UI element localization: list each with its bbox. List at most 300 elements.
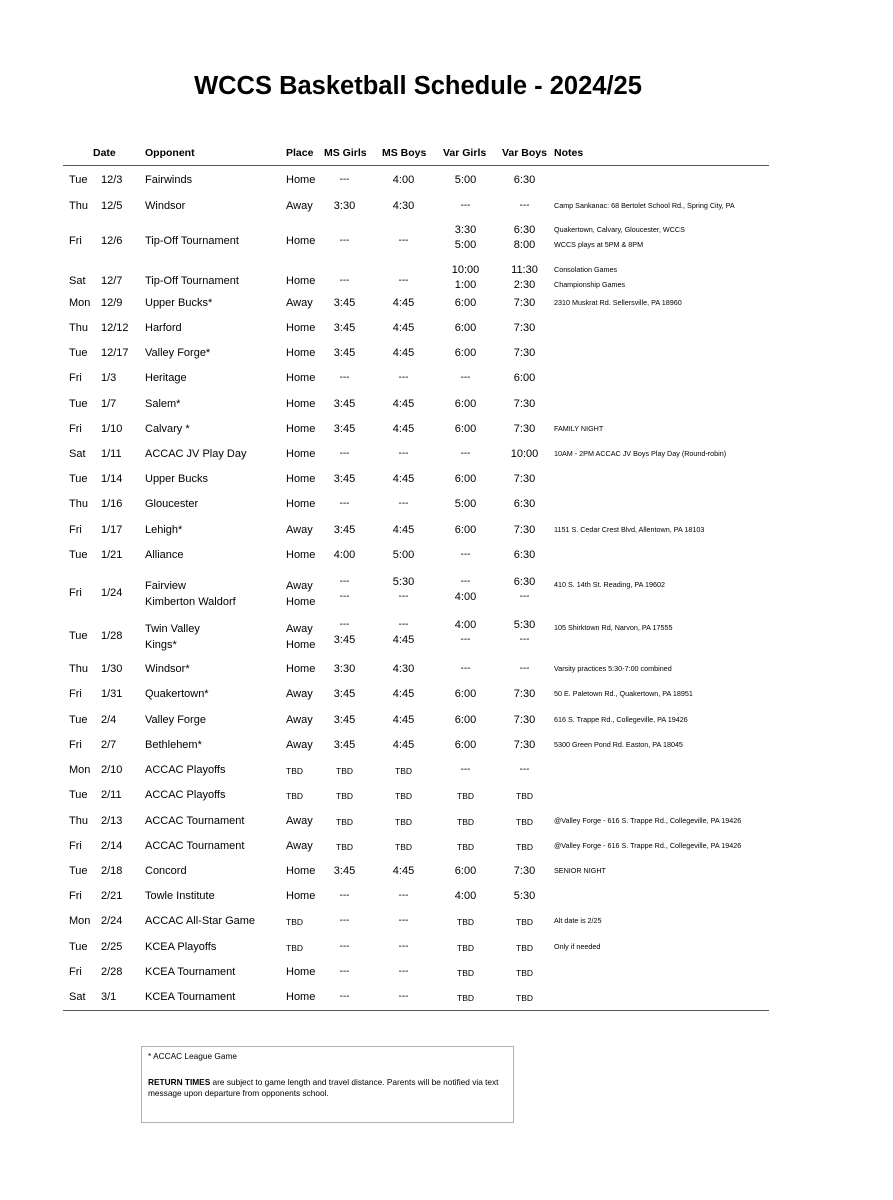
row-ms-girls-cell: [339, 890, 350, 901]
row-day: Tue: [69, 865, 88, 877]
row-ms-boys-cell: [392, 524, 415, 536]
row-ms-boys: ---: [398, 941, 409, 952]
row-notes: Only if needed: [554, 942, 601, 951]
row-var-girls: 6:00: [454, 524, 477, 536]
row-ms-girls: 4:00: [333, 549, 356, 561]
row-var-boys-cell: [516, 791, 533, 801]
header-date: Date: [93, 147, 116, 159]
row-ms-boys: 4:45: [392, 634, 415, 646]
row-var-boys-cell: [513, 549, 536, 561]
row-var-boys: TBD: [516, 842, 533, 852]
row-var-girls: 10:00: [451, 264, 480, 276]
row-var-girls-cell: [457, 842, 474, 852]
row-notes: @Valley Forge - 616 S. Trappe Rd., Collegeville, PA 19426: [554, 841, 742, 850]
row-ms-girls-cell: [336, 842, 353, 852]
row-ms-boys-cell: [398, 966, 409, 977]
row-var-girls-cell: [454, 347, 477, 359]
row-ms-girls-cell: [339, 372, 350, 383]
row-var-boys-cell: [513, 890, 536, 902]
row-var-boys-cell: [516, 943, 533, 953]
row-notes: Camp Sankanac: 68 Bertolet School Rd., Spring City, PA: [554, 201, 735, 210]
row-notes: Consolation Games: [554, 265, 618, 274]
row-ms-boys-cell: [392, 714, 415, 726]
row-opponent: ACCAC All-Star Game: [145, 915, 256, 927]
row-ms-boys: ---: [398, 966, 409, 977]
row-ms-boys: ---: [398, 275, 409, 286]
row-date: 1/10: [101, 423, 123, 435]
row-var-girls-cell: [454, 297, 477, 309]
row-date: 1/21: [101, 549, 123, 561]
row-day: Fri: [69, 587, 82, 599]
row-ms-boys: 4:45: [392, 688, 415, 700]
row-opponent: Fairwinds: [145, 174, 193, 186]
row-opponent: Lehigh*: [145, 524, 183, 536]
row-ms-boys-cell: [392, 297, 415, 309]
row-var-boys: 7:30: [513, 473, 536, 485]
row-place: Home: [286, 174, 316, 186]
row-ms-boys: ---: [398, 890, 409, 901]
row-var-girls-cell: [454, 322, 477, 334]
row-opponent: Quakertown*: [145, 688, 209, 700]
row-date: 1/7: [101, 398, 117, 410]
row-ms-girls: ---: [339, 991, 350, 1002]
row-date: 2/18: [101, 865, 123, 877]
row-var-boys-cell: [519, 634, 530, 645]
row-ms-boys: 4:30: [392, 200, 415, 212]
row-ms-girls-cell: [339, 498, 350, 509]
row-notes: Varsity practices 5:30-7:00 combined: [554, 664, 672, 673]
row-var-boys-cell: [513, 688, 536, 700]
row-date: 1/16: [101, 498, 123, 510]
row-var-boys-cell: [513, 619, 536, 631]
row-var-girls-cell: [457, 943, 474, 953]
row-ms-girls: TBD: [336, 766, 353, 776]
row-ms-boys-cell: [398, 372, 409, 383]
row-var-boys: 7:30: [513, 714, 536, 726]
row-ms-boys-cell: [398, 275, 409, 286]
row-opponent: ACCAC Tournament: [145, 815, 245, 827]
row-var-boys: 7:30: [513, 297, 536, 309]
row-var-boys-cell: [513, 576, 536, 588]
row-var-girls: TBD: [457, 993, 474, 1003]
row-var-girls-cell: [454, 688, 477, 700]
row-ms-girls: ---: [339, 941, 350, 952]
row-ms-boys-cell: [392, 634, 415, 646]
row-var-boys-cell: [513, 714, 536, 726]
row-var-girls-cell: [457, 993, 474, 1003]
row-date: 12/7: [101, 275, 123, 287]
row-date: 12/5: [101, 200, 123, 212]
row-day: Fri: [69, 890, 82, 902]
row-day: Tue: [69, 549, 88, 561]
row-var-girls: 4:00: [454, 619, 477, 631]
header-notes: Notes: [554, 147, 584, 159]
row-var-girls-cell: [457, 817, 474, 827]
row-day: Fri: [69, 739, 82, 751]
row-ms-boys-cell: [395, 842, 412, 852]
row-day: Thu: [69, 322, 88, 334]
row-day: Fri: [69, 372, 82, 384]
row-var-boys: 6:00: [513, 372, 536, 384]
row-var-boys-cell: [513, 498, 536, 510]
row-ms-girls: TBD: [336, 791, 353, 801]
row-ms-boys-cell: [392, 322, 415, 334]
row-day: Tue: [69, 473, 88, 485]
row-ms-girls: 3:45: [333, 398, 356, 410]
row-opponent: KCEA Tournament: [145, 991, 236, 1003]
row-ms-girls-cell: [333, 688, 356, 700]
footnote-box: [141, 1046, 514, 1123]
row-var-girls: 6:00: [454, 297, 477, 309]
row-place: Away: [286, 815, 313, 827]
row-day: Fri: [69, 423, 82, 435]
row-day: Thu: [69, 200, 88, 212]
row-var-girls: ---: [460, 448, 471, 459]
row-place: Home: [286, 275, 316, 287]
row-var-girls: 6:00: [454, 714, 477, 726]
row-var-boys: ---: [519, 663, 530, 674]
row-date: 2/28: [101, 966, 123, 978]
row-var-boys-cell: [513, 865, 536, 877]
row-ms-girls-cell: [333, 398, 356, 410]
row-notes: 1151 S. Cedar Crest Blvd, Allentown, PA 18103: [554, 525, 705, 534]
row-ms-girls: 3:30: [333, 200, 356, 212]
row-var-girls: ---: [460, 663, 471, 674]
row-place: Away: [286, 739, 313, 751]
row-var-boys-cell: [516, 993, 533, 1003]
row-var-boys-cell: [510, 448, 539, 460]
row-place: Home: [286, 663, 316, 675]
row-day: Mon: [69, 764, 91, 776]
row-var-girls-cell: [457, 791, 474, 801]
row-var-girls-cell: [460, 448, 471, 459]
row-ms-girls-cell: [333, 663, 356, 675]
row-day: Fri: [69, 688, 82, 700]
row-var-girls: TBD: [457, 917, 474, 927]
row-var-boys: 11:30: [511, 264, 538, 276]
row-place: Home: [286, 596, 316, 608]
row-opponent: Twin Valley: [145, 623, 200, 635]
row-notes: FAMILY NIGHT: [554, 424, 604, 433]
row-opponent: Concord: [145, 865, 187, 877]
row-ms-boys: 4:45: [392, 297, 415, 309]
row-date: 3/1: [101, 991, 117, 1003]
row-ms-girls-cell: [339, 275, 350, 286]
row-ms-boys-cell: [398, 448, 409, 459]
row-place: TBD: [286, 766, 303, 776]
row-var-girls: TBD: [457, 791, 474, 801]
row-var-boys: TBD: [516, 791, 533, 801]
row-var-boys-cell: [516, 817, 533, 827]
row-day: Sat: [69, 991, 86, 1003]
row-ms-boys: 4:45: [392, 473, 415, 485]
row-opponent: Upper Bucks: [145, 473, 208, 485]
row-date: 2/13: [101, 815, 123, 827]
row-ms-girls: 3:30: [333, 663, 356, 675]
table-bottom-rule: [63, 1010, 769, 1011]
row-ms-boys-cell: [398, 915, 409, 926]
row-var-girls-cell: [457, 968, 474, 978]
row-var-girls: 3:30: [454, 224, 477, 236]
row-ms-boys: 5:30: [392, 576, 415, 588]
row-ms-boys: 4:45: [392, 398, 415, 410]
row-place: Home: [286, 372, 316, 384]
row-var-boys: 7:30: [513, 688, 536, 700]
row-date: 12/17: [101, 347, 129, 359]
page-title: WCCS Basketball Schedule - 2024/25: [194, 72, 642, 100]
row-ms-girls: ---: [339, 372, 350, 383]
row-day: Tue: [69, 789, 88, 801]
row-place: Away: [286, 297, 313, 309]
row-notes: Quakertown, Calvary, Gloucester, WCCS: [554, 225, 685, 234]
row-var-boys-cell: [519, 200, 530, 211]
row-ms-girls-cell: [333, 549, 356, 561]
row-day: Tue: [69, 347, 88, 359]
row-opponent: Harford: [145, 322, 182, 334]
row-var-girls: TBD: [457, 842, 474, 852]
row-ms-boys-cell: [392, 347, 415, 359]
row-var-boys: TBD: [516, 968, 533, 978]
row-notes: Alt date is 2/25: [554, 916, 602, 925]
row-day: Tue: [69, 174, 88, 186]
row-day: Tue: [69, 398, 88, 410]
row-var-girls-cell: [454, 224, 477, 236]
row-place: Home: [286, 549, 316, 561]
row-date: 1/11: [101, 448, 122, 460]
row-opponent: ACCAC Playoffs: [145, 789, 226, 801]
row-var-boys: 10:00: [510, 448, 539, 460]
row-ms-girls-cell: [339, 235, 350, 246]
row-place: Home: [286, 890, 316, 902]
row-date: 2/25: [101, 941, 123, 953]
row-date: 12/9: [101, 297, 123, 309]
row-var-boys: ---: [519, 200, 530, 211]
row-ms-boys-cell: [392, 663, 415, 675]
row-date: 12/6: [101, 235, 123, 247]
row-var-boys-cell: [519, 663, 530, 674]
row-var-girls-cell: [460, 634, 471, 645]
row-opponent: Windsor*: [145, 663, 190, 675]
row-ms-boys-cell: [392, 423, 415, 435]
header-place: Place: [286, 147, 314, 159]
row-var-boys: TBD: [516, 943, 533, 953]
row-ms-boys: 4:45: [392, 865, 415, 877]
row-var-girls: ---: [460, 372, 471, 383]
row-var-girls-cell: [454, 714, 477, 726]
row-var-girls: 6:00: [454, 423, 477, 435]
row-var-girls-cell: [457, 917, 474, 927]
row-var-girls-cell: [454, 865, 477, 877]
row-notes: SENIOR NIGHT: [554, 866, 606, 875]
row-var-girls: 4:00: [454, 890, 477, 902]
row-notes: 50 E. Paletown Rd., Quakertown, PA 18951: [554, 689, 693, 698]
row-day: Thu: [69, 498, 88, 510]
row-var-boys-cell: [513, 174, 536, 186]
row-opponent: Windsor: [145, 200, 186, 212]
row-opponent: Kings*: [145, 639, 177, 651]
row-place: Away: [286, 200, 313, 212]
row-place: Home: [286, 991, 316, 1003]
row-ms-girls: ---: [339, 576, 350, 587]
row-var-girls: 6:00: [454, 688, 477, 700]
row-ms-girls-cell: [333, 524, 356, 536]
row-ms-boys: 4:45: [392, 322, 415, 334]
row-ms-girls: 3:45: [333, 634, 356, 646]
row-ms-girls: 3:45: [333, 714, 356, 726]
row-ms-boys-cell: [392, 174, 415, 186]
row-ms-boys: 4:30: [392, 663, 415, 675]
row-notes: WCCS plays at 5PM & 8PM: [554, 240, 644, 249]
row-date: 2/7: [101, 739, 117, 751]
row-place: Home: [286, 639, 316, 651]
row-var-girls-cell: [454, 890, 477, 902]
row-ms-girls-cell: [333, 297, 356, 309]
row-var-girls: 6:00: [454, 473, 477, 485]
row-var-boys-cell: [516, 842, 533, 852]
row-var-boys: 7:30: [513, 398, 536, 410]
row-day: Fri: [69, 840, 82, 852]
row-day: Sat: [69, 448, 86, 460]
row-ms-girls: 3:45: [333, 524, 356, 536]
row-ms-girls: TBD: [336, 842, 353, 852]
row-opponent: Fairview: [145, 580, 186, 592]
row-ms-boys-cell: [398, 619, 409, 630]
row-ms-boys-cell: [392, 739, 415, 751]
row-opponent: Towle Institute: [145, 890, 215, 902]
row-date: 1/28: [101, 630, 123, 642]
row-place: TBD: [286, 943, 303, 953]
row-ms-girls: ---: [339, 915, 350, 926]
row-day: Mon: [69, 297, 91, 309]
row-ms-boys-cell: [398, 498, 409, 509]
row-var-boys: TBD: [516, 817, 533, 827]
row-var-girls: TBD: [457, 943, 474, 953]
row-notes: 5300 Green Pond Rd. Easton, PA 18045: [554, 740, 683, 749]
row-notes: Championship Games: [554, 280, 626, 289]
header-ms-girls: MS Girls: [324, 147, 367, 159]
row-ms-boys-cell: [392, 576, 415, 588]
row-notes: 10AM - 2PM ACCAC JV Boys Play Day (Round-robin): [554, 449, 727, 458]
row-ms-boys: TBD: [395, 842, 412, 852]
row-var-girls-cell: [460, 200, 471, 211]
row-var-girls: 6:00: [454, 739, 477, 751]
row-opponent: Alliance: [145, 549, 184, 561]
row-place: TBD: [286, 917, 303, 927]
row-var-boys-cell: [519, 764, 530, 775]
row-opponent: Upper Bucks*: [145, 297, 213, 309]
row-ms-boys: ---: [398, 498, 409, 509]
row-var-boys-cell: [513, 524, 536, 536]
row-var-girls: ---: [460, 576, 471, 587]
row-var-girls: 1:00: [454, 279, 477, 291]
row-var-girls-cell: [460, 372, 471, 383]
row-var-girls: 5:00: [454, 498, 477, 510]
row-day: Mon: [69, 915, 91, 927]
row-ms-girls: 3:45: [333, 297, 356, 309]
row-var-girls: ---: [460, 634, 471, 645]
row-var-girls-cell: [454, 473, 477, 485]
row-day: Tue: [69, 630, 88, 642]
row-ms-boys: TBD: [395, 817, 412, 827]
row-var-girls: 6:00: [454, 322, 477, 334]
row-ms-boys: 4:45: [392, 739, 415, 751]
row-var-boys-cell: [519, 591, 530, 602]
row-ms-girls-cell: [333, 200, 356, 212]
row-var-girls-cell: [454, 423, 477, 435]
row-ms-boys-cell: [392, 473, 415, 485]
league-note: * ACCAC League Game: [148, 1051, 238, 1061]
row-opponent: KCEA Tournament: [145, 966, 236, 978]
row-ms-boys-cell: [398, 941, 409, 952]
row-ms-boys-cell: [392, 865, 415, 877]
row-date: 2/21: [101, 890, 123, 902]
row-var-boys-cell: [513, 423, 536, 435]
row-ms-boys: ---: [398, 591, 409, 602]
row-ms-girls: ---: [339, 966, 350, 977]
row-ms-boys: 4:45: [392, 423, 415, 435]
row-place: Home: [286, 235, 316, 247]
row-ms-girls-cell: [336, 791, 353, 801]
row-ms-boys-cell: [395, 817, 412, 827]
row-var-girls-cell: [454, 619, 477, 631]
row-ms-boys: ---: [398, 448, 409, 459]
row-var-girls-cell: [454, 279, 477, 291]
row-date: 1/31: [101, 688, 123, 700]
row-date: 1/17: [101, 524, 123, 536]
row-ms-boys: TBD: [395, 791, 412, 801]
row-place: Home: [286, 498, 316, 510]
row-opponent: ACCAC Tournament: [145, 840, 245, 852]
row-var-boys: 7:30: [513, 524, 536, 536]
row-place: Home: [286, 473, 316, 485]
row-ms-girls-cell: [339, 915, 350, 926]
row-var-girls: TBD: [457, 968, 474, 978]
row-opponent: Tip-Off Tournament: [145, 235, 239, 247]
row-var-boys-cell: [513, 739, 536, 751]
row-ms-boys: 4:45: [392, 714, 415, 726]
header-rule: [63, 165, 769, 166]
row-opponent: Valley Forge*: [145, 347, 211, 359]
row-ms-girls: ---: [339, 275, 350, 286]
row-ms-boys-cell: [398, 235, 409, 246]
row-ms-boys: ---: [398, 235, 409, 246]
row-day: Fri: [69, 235, 82, 247]
row-date: 2/10: [101, 764, 123, 776]
row-ms-girls-cell: [339, 941, 350, 952]
row-date: 2/11: [101, 789, 122, 801]
row-ms-girls: TBD: [336, 817, 353, 827]
row-var-girls-cell: [454, 524, 477, 536]
row-ms-girls: ---: [339, 619, 350, 630]
row-day: Fri: [69, 966, 82, 978]
row-var-boys-cell: [513, 239, 536, 251]
row-notes: 410 S. 14th St. Reading, PA 19602: [554, 580, 665, 589]
row-var-girls: ---: [460, 200, 471, 211]
row-var-girls-cell: [454, 739, 477, 751]
row-var-girls: TBD: [457, 817, 474, 827]
row-ms-boys: TBD: [395, 766, 412, 776]
row-place: Away: [286, 524, 313, 536]
row-ms-girls-cell: [333, 322, 356, 334]
row-ms-girls-cell: [333, 714, 356, 726]
row-day: Sat: [69, 275, 86, 287]
row-var-girls-cell: [454, 591, 477, 603]
row-ms-boys: ---: [398, 619, 409, 630]
row-var-girls-cell: [451, 264, 480, 276]
row-opponent: KCEA Playoffs: [145, 941, 217, 953]
row-notes: 2310 Muskrat Rd. Sellersville, PA 18960: [554, 298, 682, 307]
row-var-girls-cell: [454, 498, 477, 510]
